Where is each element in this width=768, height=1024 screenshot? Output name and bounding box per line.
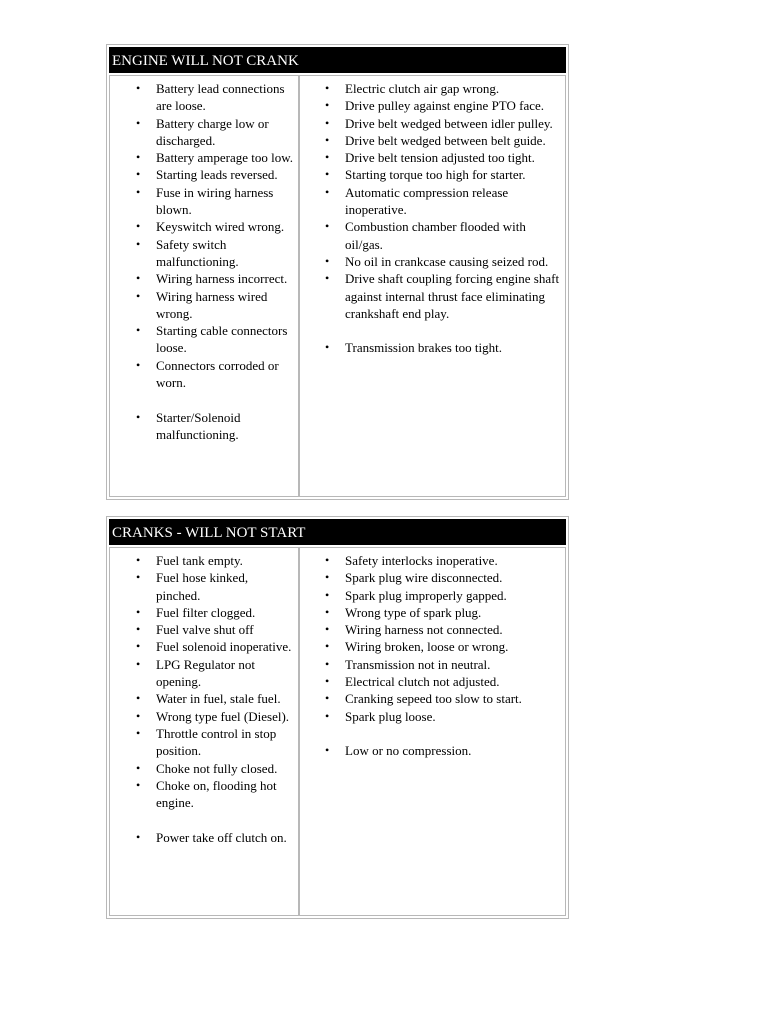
engine-will-not-crank-table [106,44,569,500]
section-title: CRANKS - WILL NOT START [109,519,566,545]
list-item: • Spark plug loose. [345,708,561,725]
list-item: • Starter/Solenoid malfunctioning. [156,409,295,444]
list-item: • Spark plug improperly gapped. [345,587,561,604]
list-item: • Starting leads reversed. [156,166,295,183]
left-column [109,75,300,497]
list-item: • Drive shaft coupling forcing engine shaft against internal thrust face eliminating crankshaft end play. [345,270,561,322]
list-item: • Battery amperage too low. [156,149,295,166]
cause-list [110,76,299,443]
list-item: • Keyswitch wired wrong. [156,218,295,235]
list-item: • Automatic compression release inoperative. [345,184,561,219]
list-item: • Fuse in wiring harness blown. [156,184,295,219]
left-column [109,547,300,916]
list-item: • Low or no compression. [345,742,561,759]
list-item: • Drive belt wedged between belt guide. [345,132,561,149]
cause-list [110,548,299,846]
list-item: • Transmission not in neutral. [345,656,561,673]
list-item: • Throttle control in stop position. [156,725,295,760]
list-item: • Battery lead connections are loose. [156,80,295,115]
list-item: • Wrong type fuel (Diesel). [156,708,295,725]
list-item: • Connectors corroded or worn. [156,357,295,392]
list-item: • Choke not fully closed. [156,760,295,777]
cranks-will-not-start-table [106,516,569,919]
list-item: • Electrical clutch not adjusted. [345,673,561,690]
list-item: • Power take off clutch on. [156,829,295,846]
list-item: • Starting torque too high for starter. [345,166,561,183]
list-item: • Wiring harness wired wrong. [156,288,295,323]
list-item: • Water in fuel, stale fuel. [156,690,295,707]
list-item: • Fuel filter clogged. [156,604,295,621]
list-item: • Fuel tank empty. [156,552,295,569]
cause-list [299,548,565,760]
section-title: ENGINE WILL NOT CRANK [109,47,566,73]
list-item: • Choke on, flooding hot engine. [156,777,295,812]
list-item: • LPG Regulator not opening. [156,656,295,691]
list-item: • Cranking sepeed too slow to start. [345,690,561,707]
list-item: • Spark plug wire disconnected. [345,569,561,586]
list-item: • Combustion chamber flooded with oil/gas. [345,218,561,253]
list-item: • Drive pulley against engine PTO face. [345,97,561,114]
list-item: • Fuel hose kinked, pinched. [156,569,295,604]
cause-list [299,76,565,357]
list-item: • Starting cable connectors loose. [156,322,295,357]
right-column [298,75,566,497]
list-item: • Wiring broken, loose or wrong. [345,638,561,655]
list-item: • Electric clutch air gap wrong. [345,80,561,97]
list-item: • Fuel solenoid inoperative. [156,638,295,655]
list-item: • No oil in crankcase causing seized rod. [345,253,561,270]
list-item: • Safety switch malfunctioning. [156,236,295,271]
list-item: • Wrong type of spark plug. [345,604,561,621]
list-item: • Drive belt wedged between idler pulley. [345,115,561,132]
list-item: • Battery charge low or discharged. [156,115,295,150]
list-item: • Drive belt tension adjusted too tight. [345,149,561,166]
list-item: • Wiring harness not connected. [345,621,561,638]
list-item: • Wiring harness incorrect. [156,270,295,287]
list-item: • Safety interlocks inoperative. [345,552,561,569]
list-item: • Transmission brakes too tight. [345,339,561,356]
right-column [298,547,566,916]
list-item: • Fuel valve shut off [156,621,295,638]
